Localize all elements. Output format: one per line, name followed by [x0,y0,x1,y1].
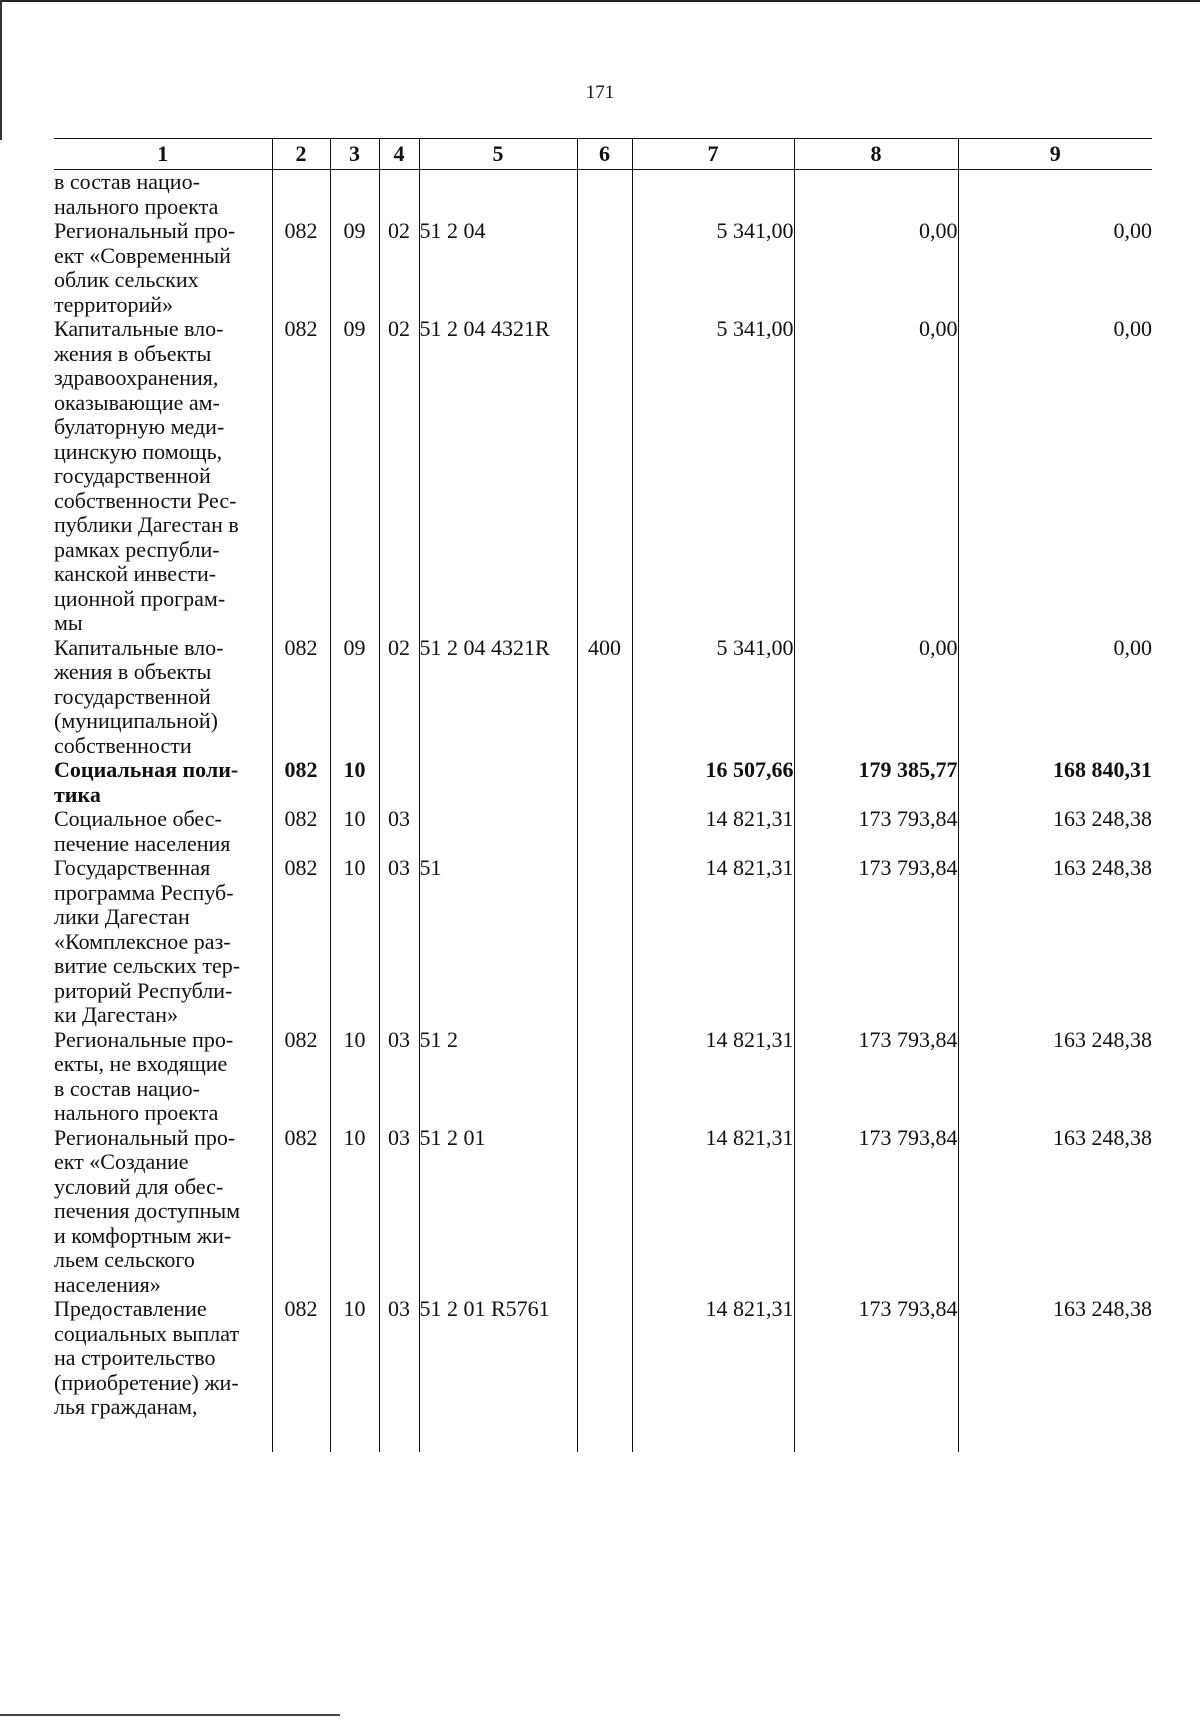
expense-type-cell: 400 [577,636,632,759]
header-col-7: 7 [632,139,794,170]
admin-code-cell: 082 [272,856,330,1028]
target-article-cell: 51 2 [419,1028,577,1126]
target-article-cell [419,807,577,856]
amount-col8-cell: 173 793,84 [794,1297,958,1420]
table-row [54,1126,1152,1298]
target-article-cell: 51 2 01 [419,1126,577,1298]
table-row [54,856,1152,1028]
amount-col7-cell: 14 821,31 [632,1126,794,1298]
row-name-cell: Капитальные вло- жения в объекты государственной (муниципальной) собственности [54,634,224,758]
empty-cell [272,1420,330,1452]
amount-col8-cell: 0,00 [794,636,958,759]
amount-col7-cell: 5 341,00 [632,219,794,317]
scan-edge-top [0,0,1200,2]
amount-col8-cell: 0,00 [794,317,958,636]
amount-col9-cell: 163 248,38 [958,1028,1152,1126]
section-code-cell: 10 [330,856,379,1028]
amount-col8-cell: 173 793,84 [794,856,958,1028]
row-name-cell: Региональный про- ект «Современный облик сельских территорий» [54,218,236,317]
section-code-cell: 10 [330,758,379,807]
subsection-code-cell: 03 [379,1126,419,1298]
amount-col7-cell: 14 821,31 [632,1028,794,1126]
section-code-cell: 09 [330,636,379,759]
subsection-code-cell: 03 [379,807,419,856]
amount-col9-cell: 163 248,38 [958,856,1152,1028]
amount-col7-cell: 14 821,31 [632,856,794,1028]
amount-col8-cell: 173 793,84 [794,1028,958,1126]
amount-col7-cell [632,170,794,220]
scan-edge-left [0,0,2,140]
table-row [54,1297,1152,1420]
section-code-cell: 10 [330,1126,379,1298]
amount-col9-cell: 163 248,38 [958,807,1152,856]
amount-col8-cell: 173 793,84 [794,1126,958,1298]
admin-code-cell: 082 [272,317,330,636]
row-name-cell: Социальная поли- тика [54,757,239,807]
subsection-code-cell: 03 [379,1028,419,1126]
amount-col8-cell: 0,00 [794,219,958,317]
row-name-cell: Государственная программа Респуб- лики Дагестан «Комплексное раз- витие сельских тер- риторий Республи- ки Дагестан» [54,855,241,1027]
header-col-6: 6 [577,139,632,170]
header-col-5: 5 [419,139,577,170]
expense-type-cell [577,1297,632,1420]
expense-type-cell [577,758,632,807]
section-code-cell: 09 [330,219,379,317]
section-code-cell: 10 [330,807,379,856]
section-code-cell: 09 [330,317,379,636]
table-row [54,170,1152,220]
header-col-2: 2 [272,139,330,170]
expense-type-cell [577,1028,632,1126]
expense-type-cell [577,807,632,856]
expense-type-cell [577,170,632,220]
header-col-8: 8 [794,139,958,170]
table-body [54,170,1152,1452]
amount-col9-cell [958,170,1152,220]
amount-col9-cell: 163 248,38 [958,1297,1152,1420]
empty-cell [632,1420,794,1452]
admin-code-cell: 082 [272,807,330,856]
target-article-cell: 51 2 01 R5761 [419,1297,577,1420]
subsection-code-cell: 02 [379,636,419,759]
header-col-1: 1 [54,139,272,170]
row-name-cell: Социальное обес- печение населения [54,806,231,856]
amount-col9-cell: 168 840,31 [958,758,1152,807]
subsection-code-cell: 03 [379,1297,419,1420]
amount-col9-cell: 0,00 [958,636,1152,759]
amount-col7-cell: 5 341,00 [632,317,794,636]
expense-type-cell [577,317,632,636]
section-code-cell [330,170,379,220]
admin-code-cell: 082 [272,1028,330,1126]
empty-cell [330,1420,379,1452]
table-row [54,636,1152,759]
amount-col9-cell: 163 248,38 [958,1126,1152,1298]
empty-cell [54,1420,272,1452]
amount-col7-cell: 14 821,31 [632,807,794,856]
amount-col8-cell [794,170,958,220]
subsection-code-cell [379,758,419,807]
row-name-cell: Региональный про- ект «Создание условий для обес- печения доступным и комфортным жи- льем сельского населения» [54,1124,241,1297]
expense-type-cell [577,219,632,317]
target-article-cell: 51 [419,856,577,1028]
admin-code-cell: 082 [272,1297,330,1420]
admin-code-cell: 082 [272,219,330,317]
section-code-cell: 10 [330,1297,379,1420]
subsection-code-cell [379,170,419,220]
target-article-cell: 51 2 04 4321R [419,636,577,759]
amount-col7-cell: 14 821,31 [632,1297,794,1420]
row-name-cell: Предоставление социальных выплат на строительство (приобретение) жи- лья гражданам, [54,1296,240,1419]
subsection-code-cell: 02 [379,317,419,636]
table-row [54,807,1152,856]
budget-table [54,138,1152,1452]
admin-code-cell [272,170,330,220]
row-name-cell: в состав нацио- нального проекта [54,169,219,219]
empty-cell [419,1420,577,1452]
empty-cell [794,1420,958,1452]
header-col-9: 9 [958,139,1152,170]
scan-edge-bottom [0,1714,340,1716]
amount-col7-cell: 5 341,00 [632,636,794,759]
table-row [54,758,1152,807]
empty-cell [958,1420,1152,1452]
row-name-cell: Региональные про- екты, не входящие в состав нацио- нального проекта [54,1026,234,1125]
table-header-row [54,139,1152,170]
table-row [54,1028,1152,1126]
table-row [54,317,1152,636]
header-col-3: 3 [330,139,379,170]
expense-type-cell [577,856,632,1028]
target-article-cell: 51 2 04 4321R [419,317,577,636]
empty-cell [379,1420,419,1452]
admin-code-cell: 082 [272,636,330,759]
target-article-cell: 51 2 04 [419,219,577,317]
page-number: 171 [585,82,615,103]
table-tail-spacer [54,1420,1152,1452]
amount-col8-cell: 173 793,84 [794,807,958,856]
header-col-4: 4 [379,139,419,170]
row-name-cell: Капитальные вло- жения в объекты здравоохранения, оказывающие ам- булаторную меди- цинскую помощь, государственной собственности Рес- публики Дагестан в рамках республи- канской инвести- ционной програм- мы [54,316,239,635]
amount-col9-cell: 0,00 [958,219,1152,317]
target-article-cell [419,170,577,220]
table-row [54,219,1152,317]
subsection-code-cell: 02 [379,219,419,317]
amount-col9-cell: 0,00 [958,317,1152,636]
admin-code-cell: 082 [272,758,330,807]
admin-code-cell: 082 [272,1126,330,1298]
section-code-cell: 10 [330,1028,379,1126]
amount-col7-cell: 16 507,66 [632,758,794,807]
subsection-code-cell: 03 [379,856,419,1028]
target-article-cell [419,758,577,807]
empty-cell [577,1420,632,1452]
expense-type-cell [577,1126,632,1298]
amount-col8-cell: 179 385,77 [794,758,958,807]
